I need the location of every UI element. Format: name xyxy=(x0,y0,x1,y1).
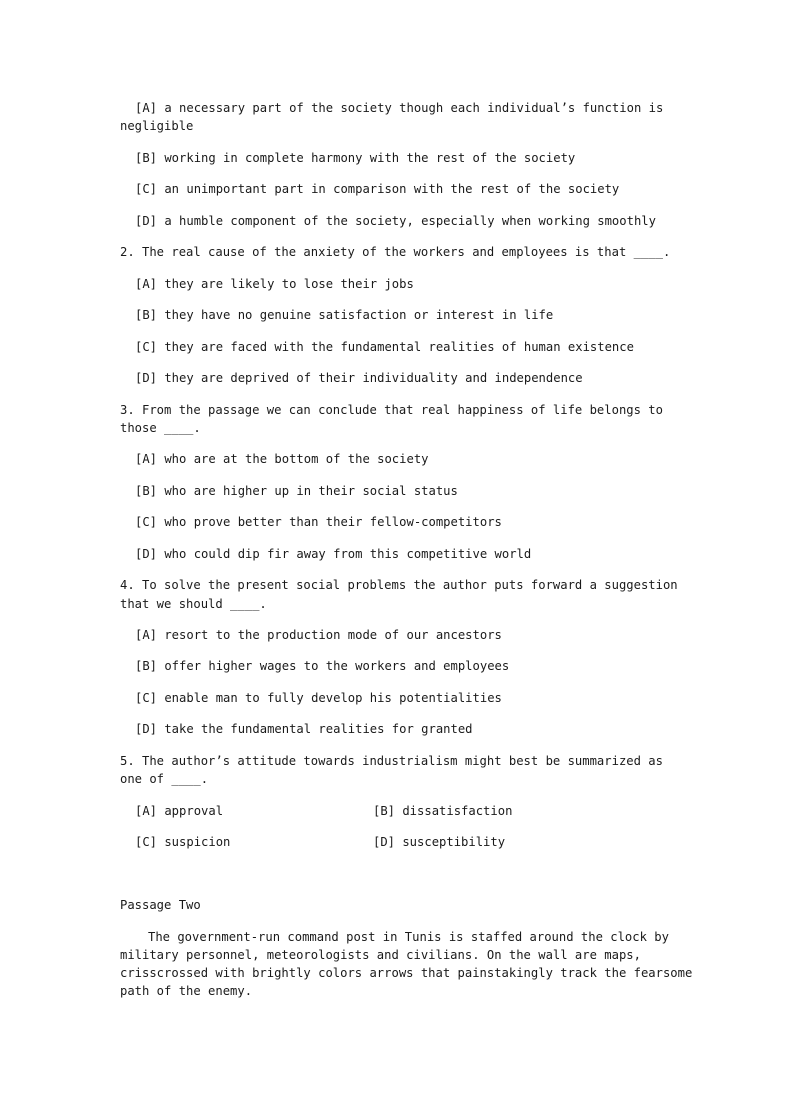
q1-option-a-continued: negligible xyxy=(120,119,194,133)
q5-stem: 5. The author’s attitude towards industrialism might best be summarized as xyxy=(120,754,663,768)
q3-option-c: [C] who prove better than their fellow-competitors xyxy=(135,515,502,529)
q5-option-d: [D] susceptibility xyxy=(373,835,506,849)
q2-option-b: [B] they have no genuine satisfaction or interest in life xyxy=(135,308,554,322)
passage-two-line-3: crisscrossed with brightly colors arrows that painstakingly track the fearsome xyxy=(120,966,693,980)
q1-option-a: [A] a necessary part of the society though each individual’s function is xyxy=(135,101,664,115)
q3-stem: 3. From the passage we can conclude that real happiness of life belongs to xyxy=(120,403,663,417)
q4-option-d: [D] take the fundamental realities for granted xyxy=(135,722,473,736)
q5-option-c: [C] suspicion xyxy=(135,835,231,849)
q2-stem: 2. The real cause of the anxiety of the workers and employees is that ____. xyxy=(120,245,671,259)
q5-stem-continued: one of ____. xyxy=(120,772,209,786)
q4-option-a: [A] resort to the production mode of our ancestors xyxy=(135,628,502,642)
q2-option-d: [D] they are deprived of their individuality and independence xyxy=(135,371,583,385)
q4-stem: 4. To solve the present social problems the author puts forward a suggestion xyxy=(120,578,678,592)
passage-two-line-1: The government-run command post in Tunis is staffed around the clock by xyxy=(148,930,669,944)
q1-option-d: [D] a humble component of the society, especially when working smoothly xyxy=(135,214,656,228)
q1-option-c: [C] an unimportant part in comparison with the rest of the society xyxy=(135,182,620,196)
q3-option-d: [D] who could dip fir away from this competitive world xyxy=(135,547,532,561)
q4-option-c: [C] enable man to fully develop his potentialities xyxy=(135,691,502,705)
passage-two-heading: Passage Two xyxy=(120,898,201,912)
q4-option-b: [B] offer higher wages to the workers and employees xyxy=(135,659,510,673)
passage-two-line-4: path of the enemy. xyxy=(120,984,253,998)
passage-two-line-2: military personnel, meteorologists and civilians. On the wall are maps, xyxy=(120,948,641,962)
q3-option-b: [B] who are higher up in their social status xyxy=(135,484,458,498)
q2-option-c: [C] they are faced with the fundamental realities of human existence xyxy=(135,340,634,354)
q3-option-a: [A] who are at the bottom of the society xyxy=(135,452,429,466)
q5-option-a: [A] approval xyxy=(135,804,224,818)
q1-option-b: [B] working in complete harmony with the rest of the society xyxy=(135,151,576,165)
q5-option-b: [B] dissatisfaction xyxy=(373,804,513,818)
q2-option-a: [A] they are likely to lose their jobs xyxy=(135,277,414,291)
q4-stem-continued: that we should ____. xyxy=(120,597,267,611)
q3-stem-continued: those ____. xyxy=(120,421,201,435)
